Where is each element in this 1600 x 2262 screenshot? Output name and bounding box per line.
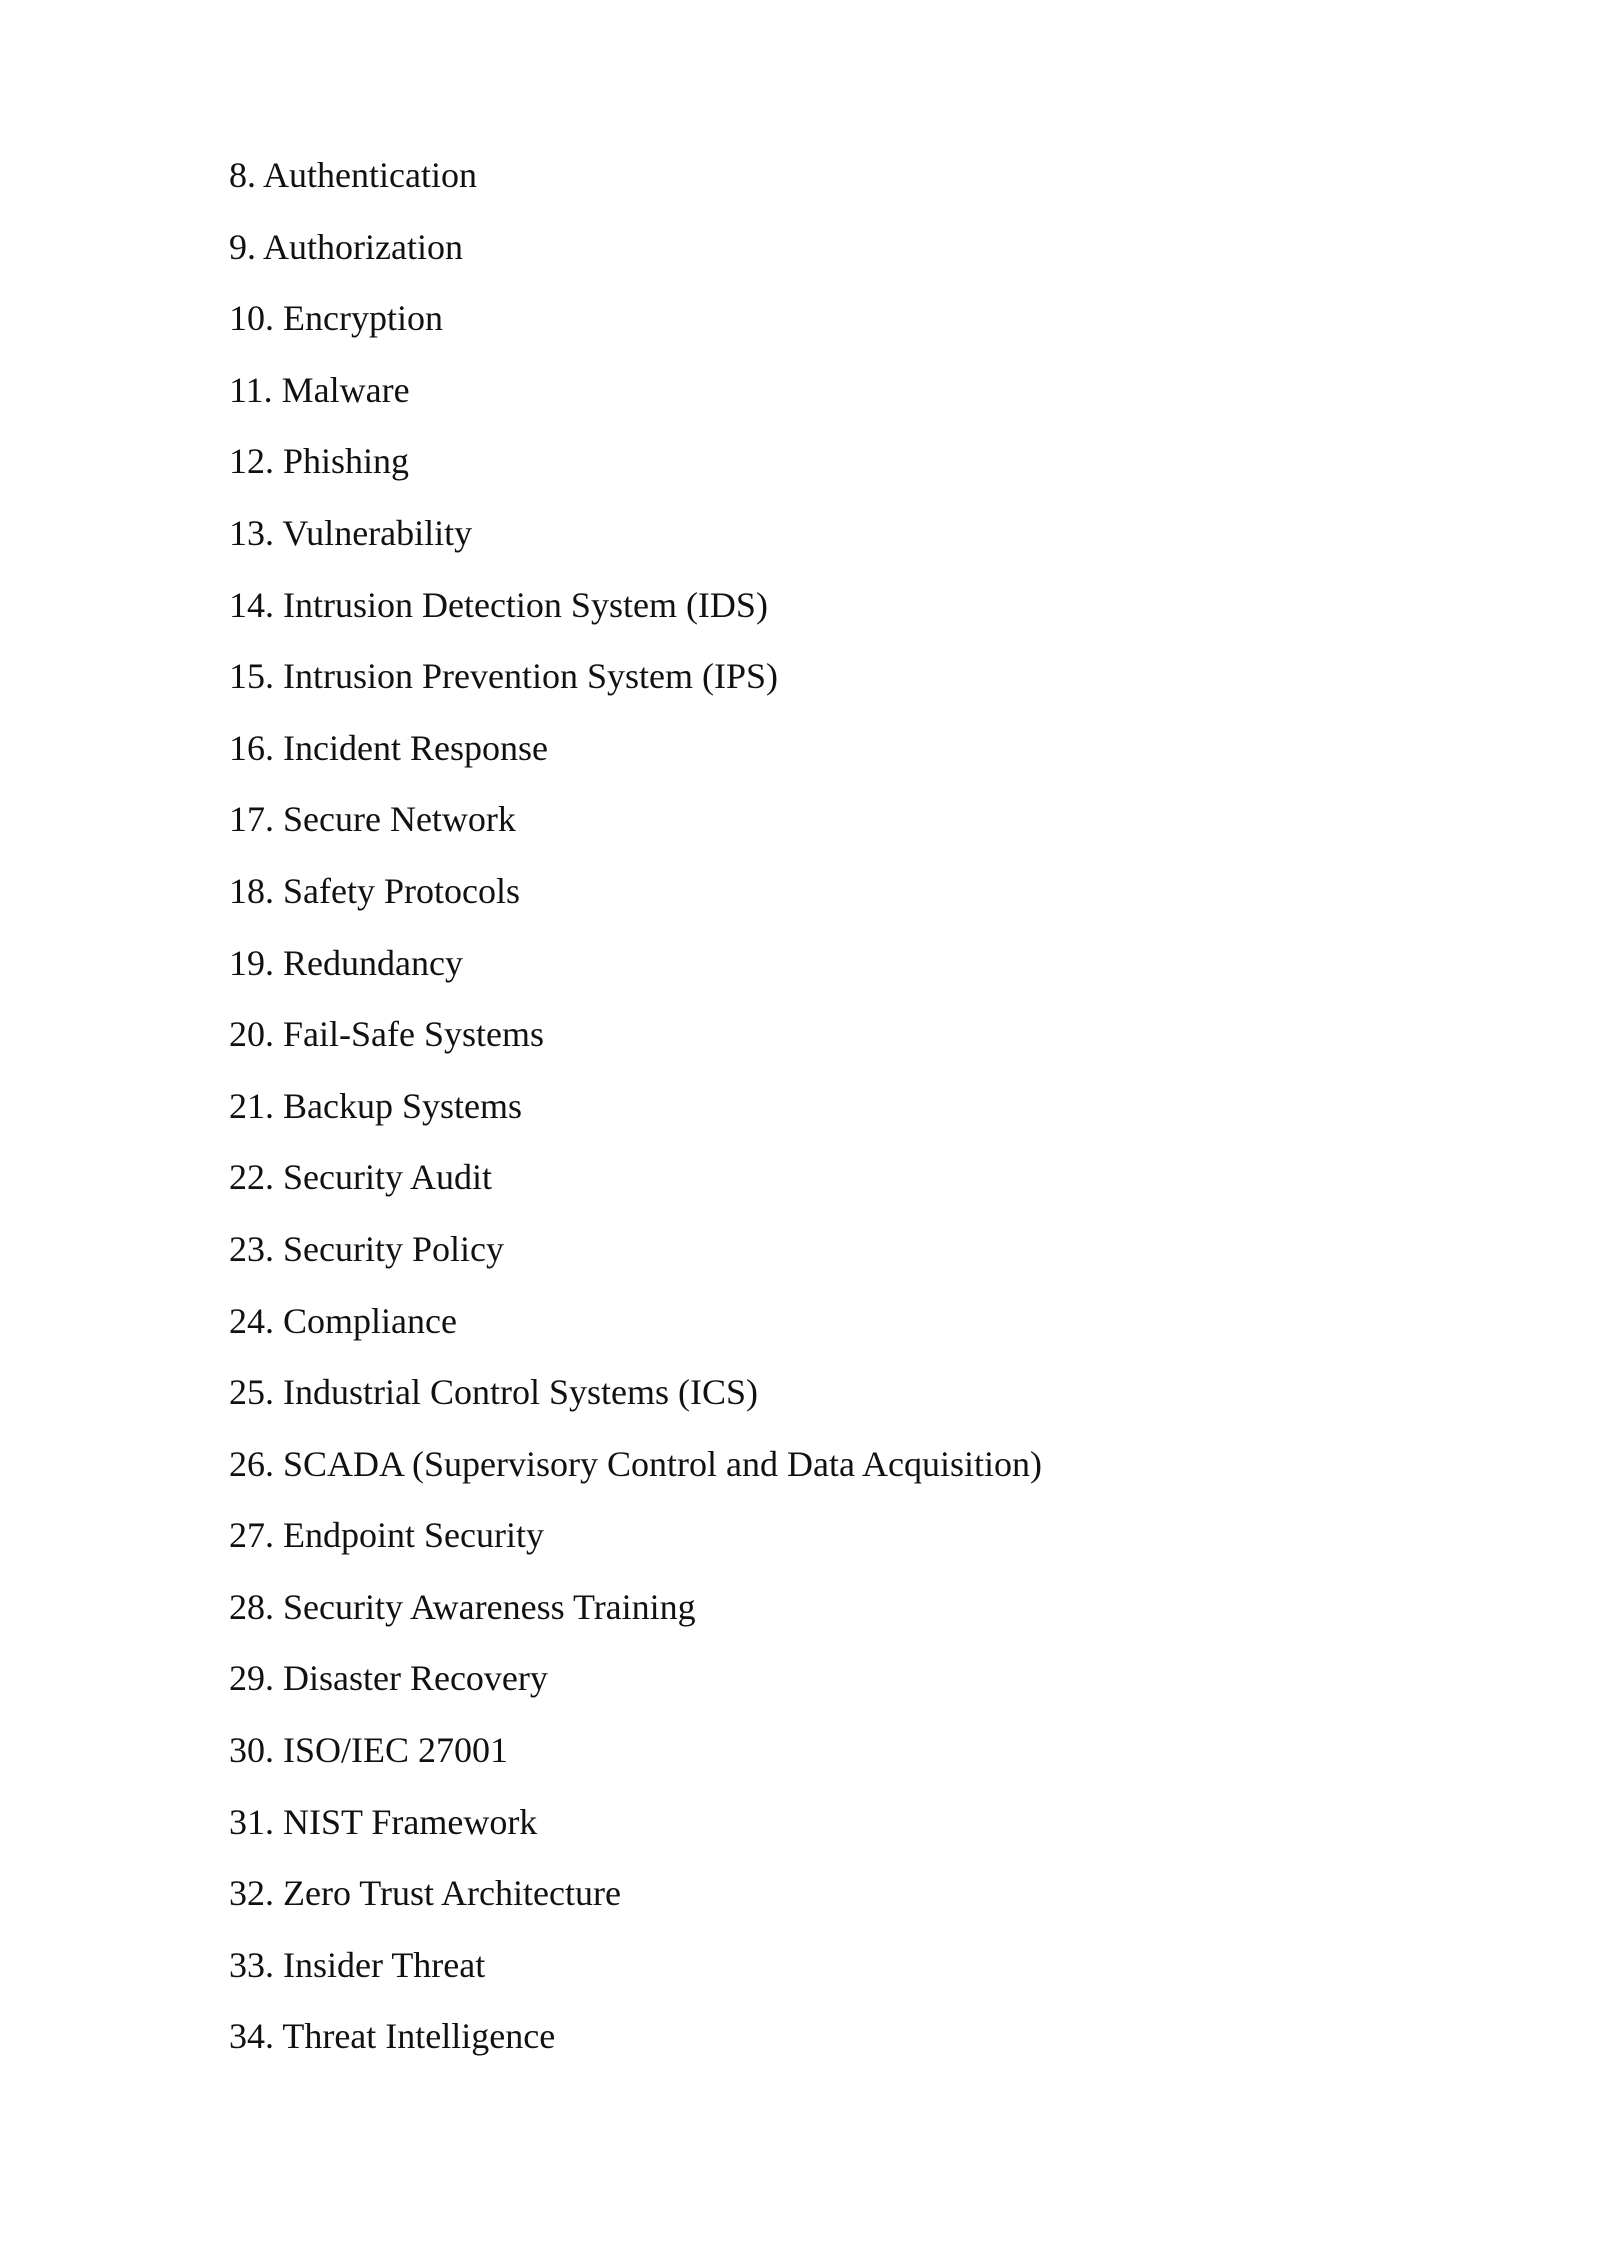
list-item: 23. Security Policy: [229, 1228, 504, 1269]
list-item: 20. Fail-Safe Systems: [229, 1014, 544, 1055]
list-item: 15. Intrusion Prevention System (IPS): [229, 656, 778, 697]
list-item: 32. Zero Trust Architecture: [229, 1873, 621, 1914]
list-item: 14. Intrusion Detection System (IDS): [229, 584, 768, 625]
list-item: 33. Insider Threat: [229, 1944, 486, 1985]
list-item: 8. Authentication: [229, 155, 477, 195]
list-item: 24. Compliance: [229, 1300, 457, 1341]
list-item: 25. Industrial Control Systems (ICS): [229, 1372, 758, 1413]
list-item: 16. Incident Response: [229, 727, 548, 768]
list-item: 9. Authorization: [229, 226, 463, 267]
list-item: 18. Safety Protocols: [229, 870, 520, 911]
list-item: 26. SCADA (Supervisory Control and Data Acquisition): [229, 1443, 1042, 1484]
list-item: 27. Endpoint Security: [229, 1515, 544, 1556]
list-item: 17. Secure Network: [229, 799, 516, 840]
term-list: [229, 150, 1042, 2083]
list-item: 11. Malware: [229, 369, 410, 410]
list-item: 19. Redundancy: [229, 942, 463, 983]
list-item: 21. Backup Systems: [229, 1085, 522, 1126]
list-item: 30. ISO/IEC 27001: [229, 1730, 508, 1771]
list-item: 10. Encryption: [229, 298, 443, 339]
list-item: 13. Vulnerability: [229, 512, 473, 553]
list-item: 31. NIST Framework: [229, 1801, 538, 1842]
list-item: 29. Disaster Recovery: [229, 1658, 548, 1699]
list-item: 34. Threat Intelligence: [229, 2016, 556, 2057]
list-item: 28. Security Awareness Training: [229, 1586, 696, 1627]
list-item: 22. Security Audit: [229, 1157, 492, 1198]
list-item: 12. Phishing: [229, 441, 410, 482]
